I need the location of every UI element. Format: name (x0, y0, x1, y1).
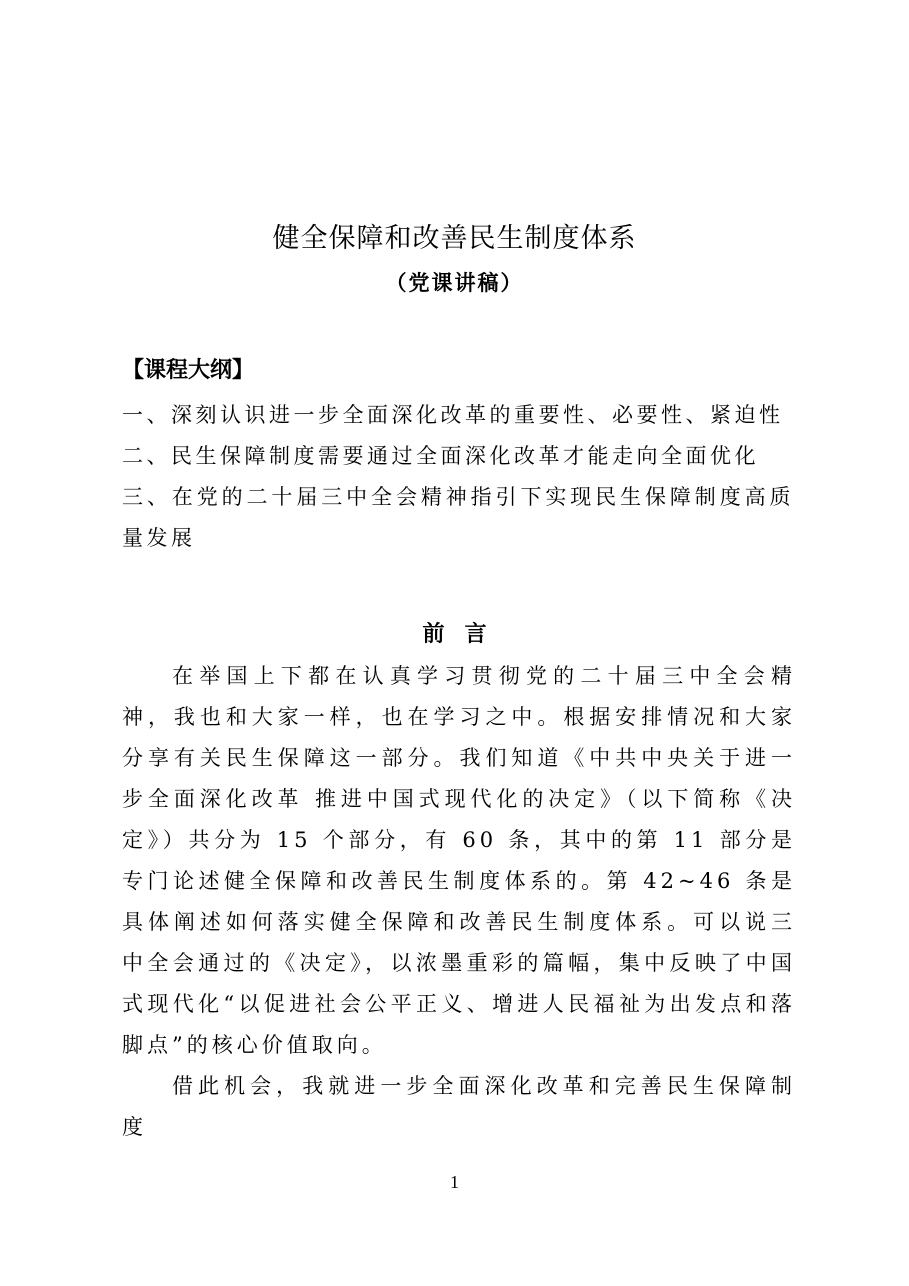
document-subtitle: （党课讲稿） (385, 271, 524, 295)
preface-paragraph: 在举国上下都在认真学习贯彻党的二十届三中全会精神，我也和大家一样，也在学习之中。根据安排情况和大家分享有关民生保障这一部分。我们知道《中共中央关于进一步全面深化改革 推进中国式现代化的决定》（以下简称《决定》）共分为 15 个部分，有 60 条，其中的第 11 部分是专门论述健全保障和改善民生制度体系的。第 42~46 条是具体阐述如何落实健全保障和改善民生制度体系。可以说三中全会通过的《决定》，以浓墨重彩的篇幅，集中反映了中国式现代化“以促进社会公平正义、增进人民福祉为出发点和落脚点”的核心价值取向。 (122, 664, 796, 1057)
document-title: 健全保障和改善民生制度体系 (272, 223, 637, 254)
outline-list (122, 395, 794, 559)
page-number: 1 (450, 1172, 459, 1192)
preface-heading: 前言 (422, 622, 507, 647)
preface-body (122, 656, 796, 1148)
outline-item: 二、民生保障制度需要通过全面深化改革才能走向全面优化 (122, 444, 759, 468)
preface-paragraph: 借此机会，我就进一步全面深化改革和完善民生保障制度 (122, 1074, 796, 1139)
outline-heading: 【课程大纲】 (122, 358, 255, 383)
outline-item: 三、在党的二十届三中全会精神指引下实现民生保障制度高质量发展 (122, 485, 794, 550)
outline-item: 一、深刻认识进一步全面深化改革的重要性、必要性、紧迫性 (122, 403, 784, 427)
